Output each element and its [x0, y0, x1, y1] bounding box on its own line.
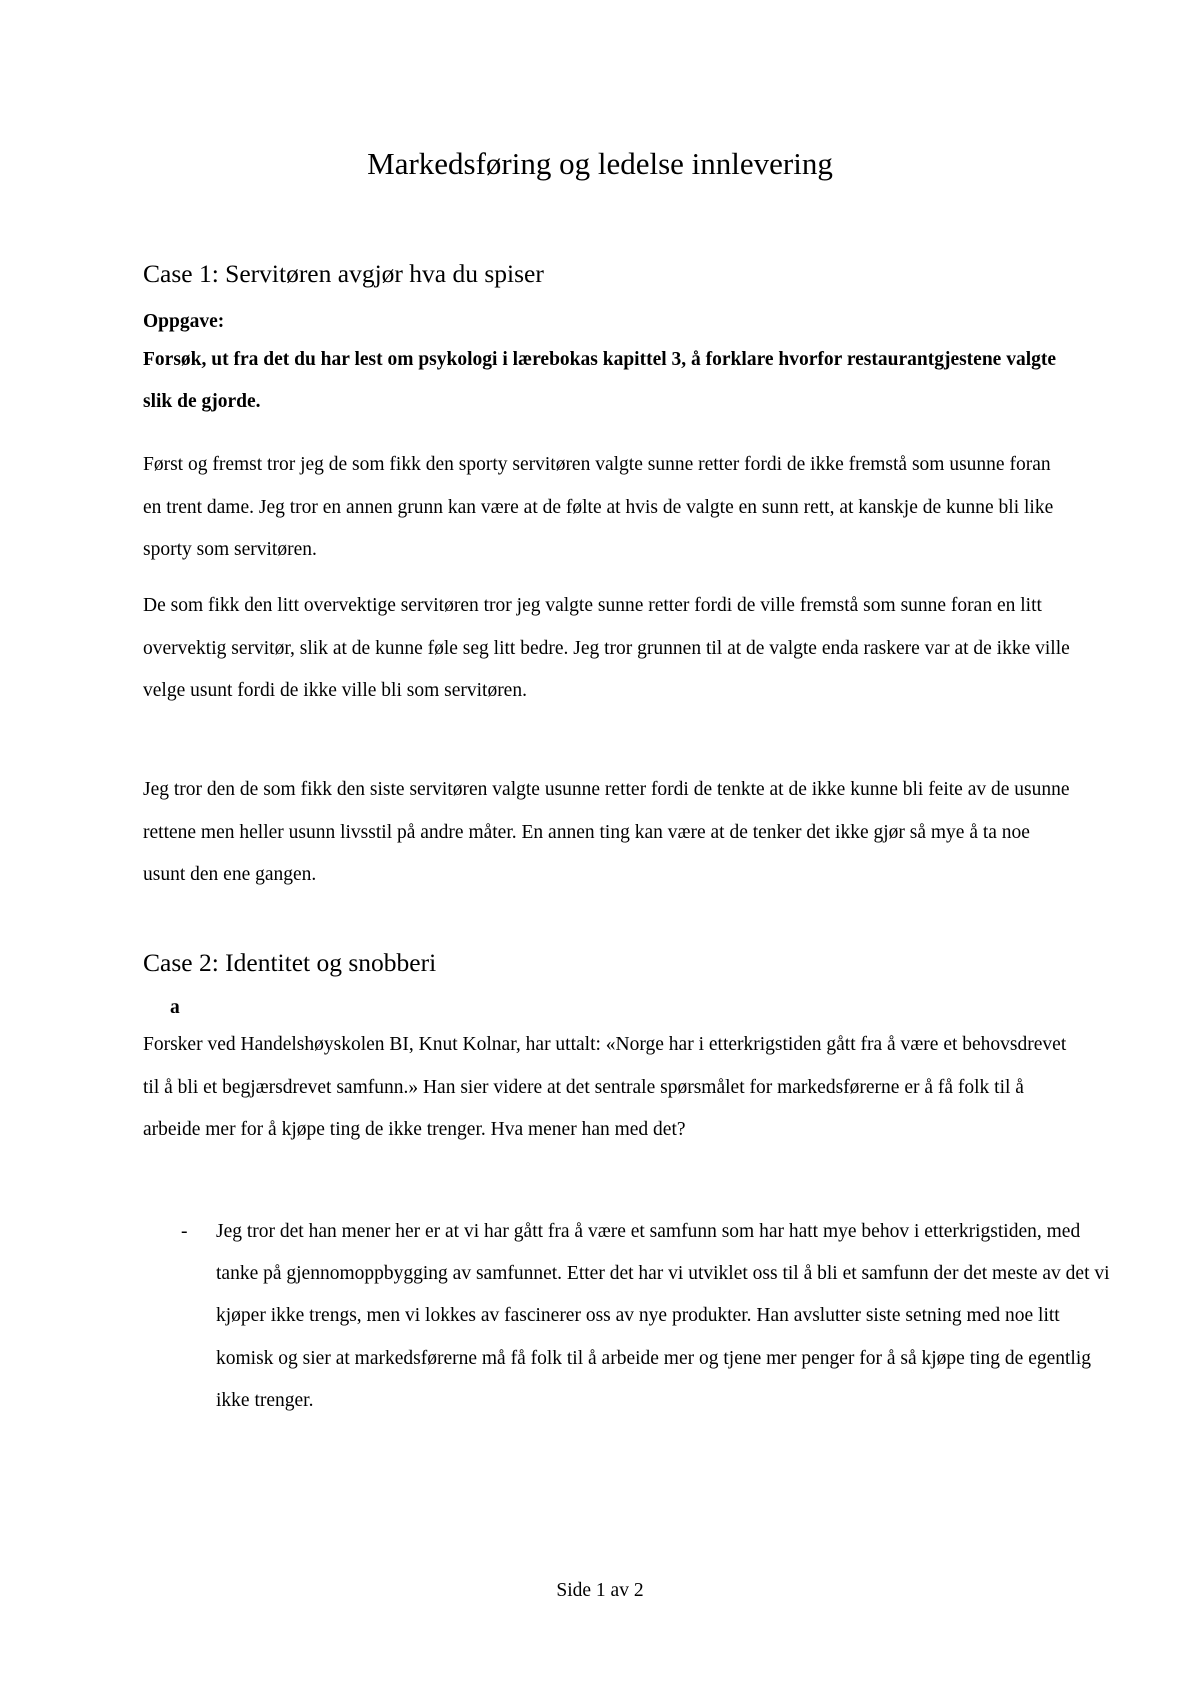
case1-heading: Case 1: Servitøren avgjør hva du spiser	[143, 259, 544, 288]
case1-task-text: Forsøk, ut fra det du har lest om psykologi i lærebokas kapittel 3, å forklare hvorfor restaurantgjestene valgte slik de gjorde.	[143, 349, 1057, 412]
list-dash-marker: -	[181, 1221, 188, 1242]
page-footer: Side 1 av 2	[556, 1580, 644, 1601]
case2-answer-text: Jeg tror det han mener her er at vi har gått fra å være et samfunn som har hatt mye behov i etterkrigstiden, med tanke på gjennomoppbygging av samfunnet. Etter det har vi utviklet oss til å bli et samfunn der det meste av det vi kjøper ikke trengs, men vi lokkes av fascinerer oss av nye produkter. Han avslutter siste setning med noe litt komisk og sier at markedsførerne må få folk til å arbeide mer og tjene mer penger for å så kjøpe ting de egentlig ikke trenger.	[216, 1221, 1110, 1411]
case1-paragraph-3: Jeg tror den de som fikk den siste servitøren valgte usunne retter fordi de tenkte at de ikke kunne bli feite av de usunne rettene men heller usunn livsstil på andre måter. En annen ting kan være at de tenker det ikke gjør så mye å ta noe usunt den ene gangen.	[143, 779, 1070, 885]
case1-paragraph-2: De som fikk den litt overvektige servitøren tror jeg valgte sunne retter fordi de ville fremstå som sunne foran en litt overvektig servitør, slik at de kunne føle seg litt bedre. Jeg tror grunnen til at de valgte enda raskere var at de ikke ville velge usunt fordi de ikke ville bli som servitøren.	[143, 595, 1070, 701]
case2-heading: Case 2: Identitet og snobberi	[143, 948, 437, 977]
case1-task-label: Oppgave:	[143, 311, 225, 332]
document-title: Markedsføring og ledelse innlevering	[367, 146, 833, 181]
case1-paragraph-1: Først og fremst tror jeg de som fikk den sporty servitøren valgte sunne retter fordi de ikke fremstå som usunne foran en trent dame. Jeg tror en annen grunn kan være at de følte at hvis de valgte en sunn rett, at kanskje de kunne bli like sporty som servitøren.	[143, 454, 1054, 560]
case2-sub-label: a	[170, 997, 180, 1018]
case2-question: Forsker ved Handelshøyskolen BI, Knut Kolnar, har uttalt: «Norge har i etterkrigstiden gått fra å være et behovsdrevet til å bli et begjærsdrevet samfunn.» Han sier videre at det sentrale spørsmålet for markedsførerne er å få folk til å arbeide mer for å kjøpe ting de ikke trenger. Hva mener han med det?	[143, 1034, 1067, 1140]
case2-answer-list-item	[181, 1211, 1111, 1422]
